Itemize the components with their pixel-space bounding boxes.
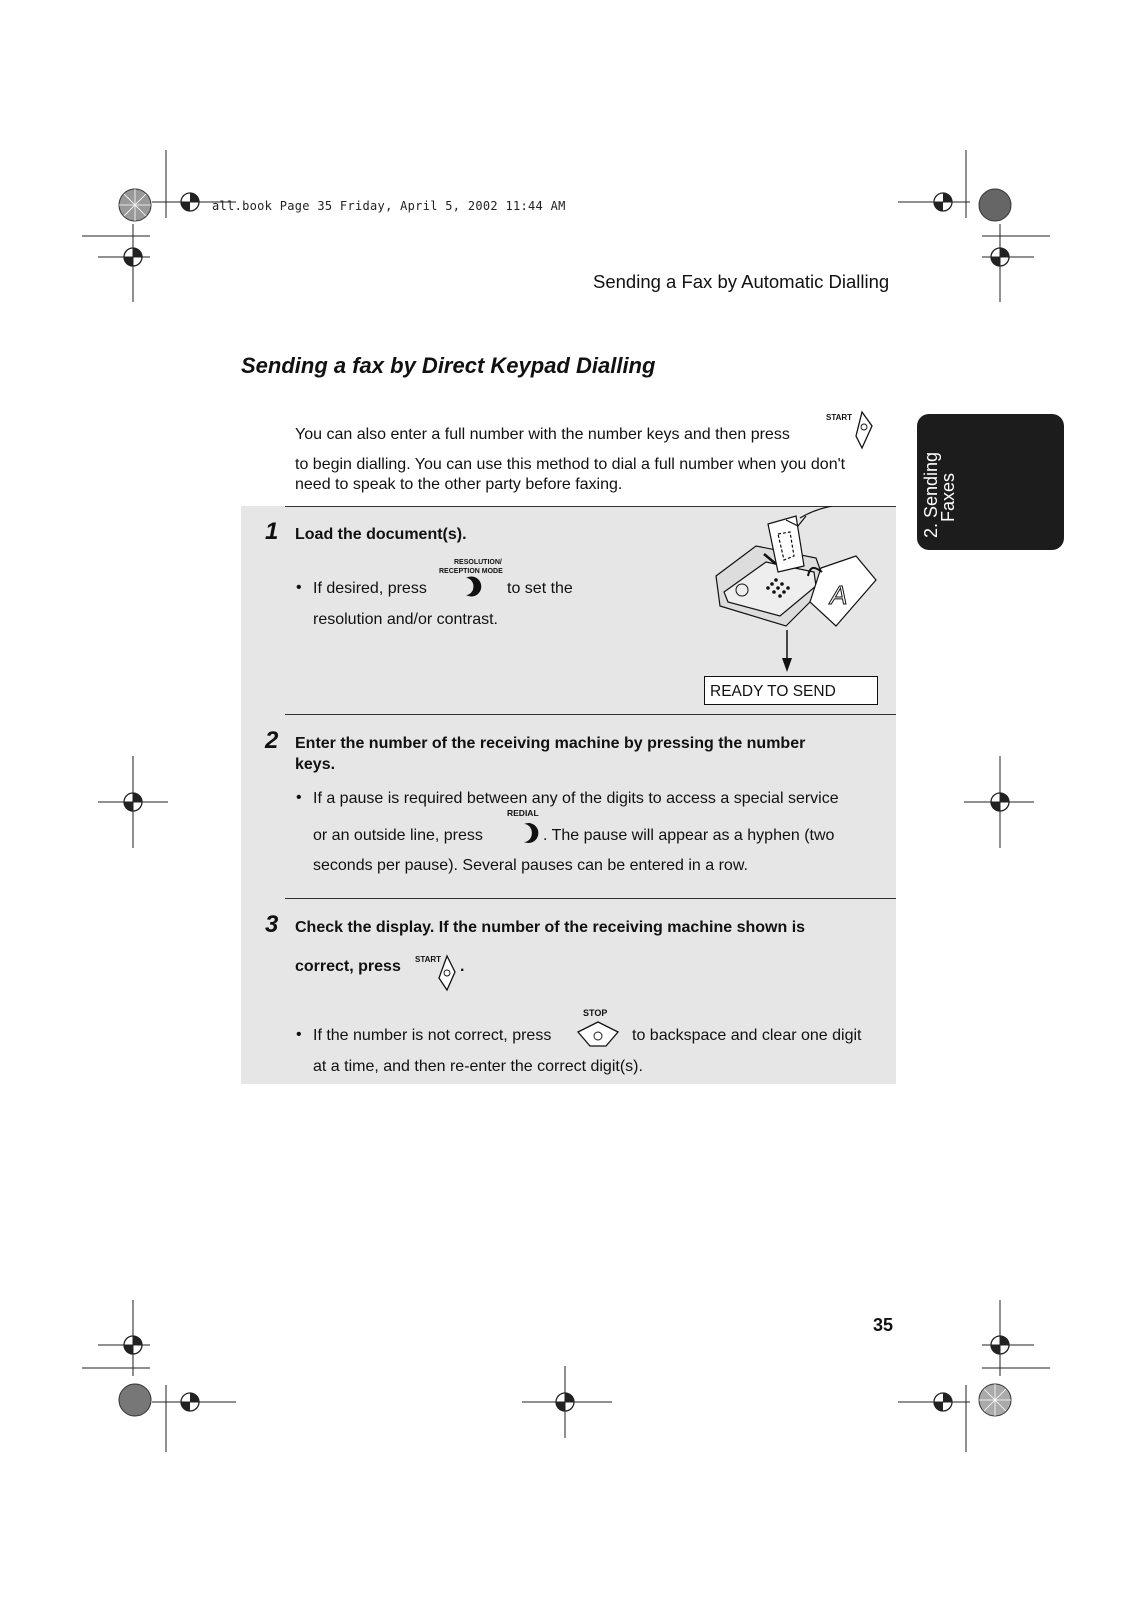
- figure-letter: A: [830, 580, 848, 610]
- redial-label: REDIAL: [507, 808, 539, 818]
- step-heading-end: .: [460, 958, 465, 975]
- step-heading-line-1: Enter the number of the receiving machine by pressing the number: [295, 735, 806, 752]
- intro-line-1: You can also enter a full number with the number keys and then press: [295, 426, 790, 443]
- start-label: START: [826, 413, 853, 422]
- step-heading-line-2: correct, press: [295, 958, 401, 975]
- print-slug: all.book Page 35 Friday, April 5, 2002 11:44 AM: [212, 199, 566, 213]
- bullet-text-cont: resolution and/or contrast.: [313, 611, 498, 628]
- start-label: START: [415, 955, 442, 964]
- stop-button-icon: [574, 1006, 626, 1050]
- intro-line-3: need to speak to the other party before faxing.: [295, 476, 623, 493]
- step-heading-line-2: keys.: [295, 756, 336, 773]
- bullet-text-cont: seconds per pause). Several pauses can be entered in a row.: [313, 857, 748, 874]
- resolution-button-icon: [439, 556, 509, 598]
- chapter-tab-line-2: Faxes: [938, 472, 958, 522]
- intro-line-2: to begin dialling. You can use this method to dial a full number when you don't: [295, 456, 846, 473]
- step-heading-line-1: Check the display. If the number of the receiving machine shown is: [295, 919, 806, 936]
- running-header: Sending a Fax by Automatic Dialling: [593, 271, 890, 292]
- bullet-text: If the number is not correct, press: [313, 1027, 552, 1044]
- bullet-text-cont: to backspace and clear one digit: [632, 1027, 862, 1044]
- step-number: 3: [265, 911, 279, 938]
- divider: [285, 714, 896, 715]
- resolution-label: RESOLUTION/: [454, 559, 502, 566]
- bullet-text: If desired, press: [313, 580, 427, 597]
- step-1-bullet: • If desired, press: [296, 579, 427, 597]
- lcd-display: READY TO SEND: [704, 676, 878, 705]
- divider: [285, 898, 896, 899]
- bullet-text-cont: . The pause will appear as a hyphen (two: [543, 827, 835, 844]
- bullet-text-cont: or an outside line, press: [313, 827, 483, 844]
- step-number: 2: [265, 727, 279, 754]
- fax-machine-illustration: [706, 506, 896, 676]
- start-button-icon: [413, 950, 463, 994]
- section-title: Sending a fax by Direct Keypad Dialling: [241, 353, 656, 378]
- page-number: 35: [873, 1315, 894, 1335]
- step-number: 1: [265, 518, 279, 545]
- stop-label: STOP: [583, 1008, 608, 1018]
- reception-mode-label: RECEPTION MODE: [439, 568, 503, 575]
- redial-button-icon: [504, 806, 544, 848]
- bullet-text-cont: to set the: [507, 580, 573, 597]
- step-heading: Load the document(s).: [295, 526, 467, 543]
- start-button-icon: [822, 408, 874, 452]
- bullet-text: If a pause is required between any of the digits to access a special service: [313, 790, 839, 807]
- bullet-text-cont: at a time, and then re-enter the correct digit(s).: [313, 1058, 643, 1075]
- step-2-bullet: • If a pause is required between any of the digits to access a special service: [296, 789, 839, 807]
- chapter-tab-line-1: 2. Sending: [921, 451, 941, 538]
- step-3-bullet: • If the number is not correct, press: [296, 1026, 552, 1044]
- steps-panel: [241, 506, 896, 1084]
- chapter-tab-label: [923, 418, 957, 538]
